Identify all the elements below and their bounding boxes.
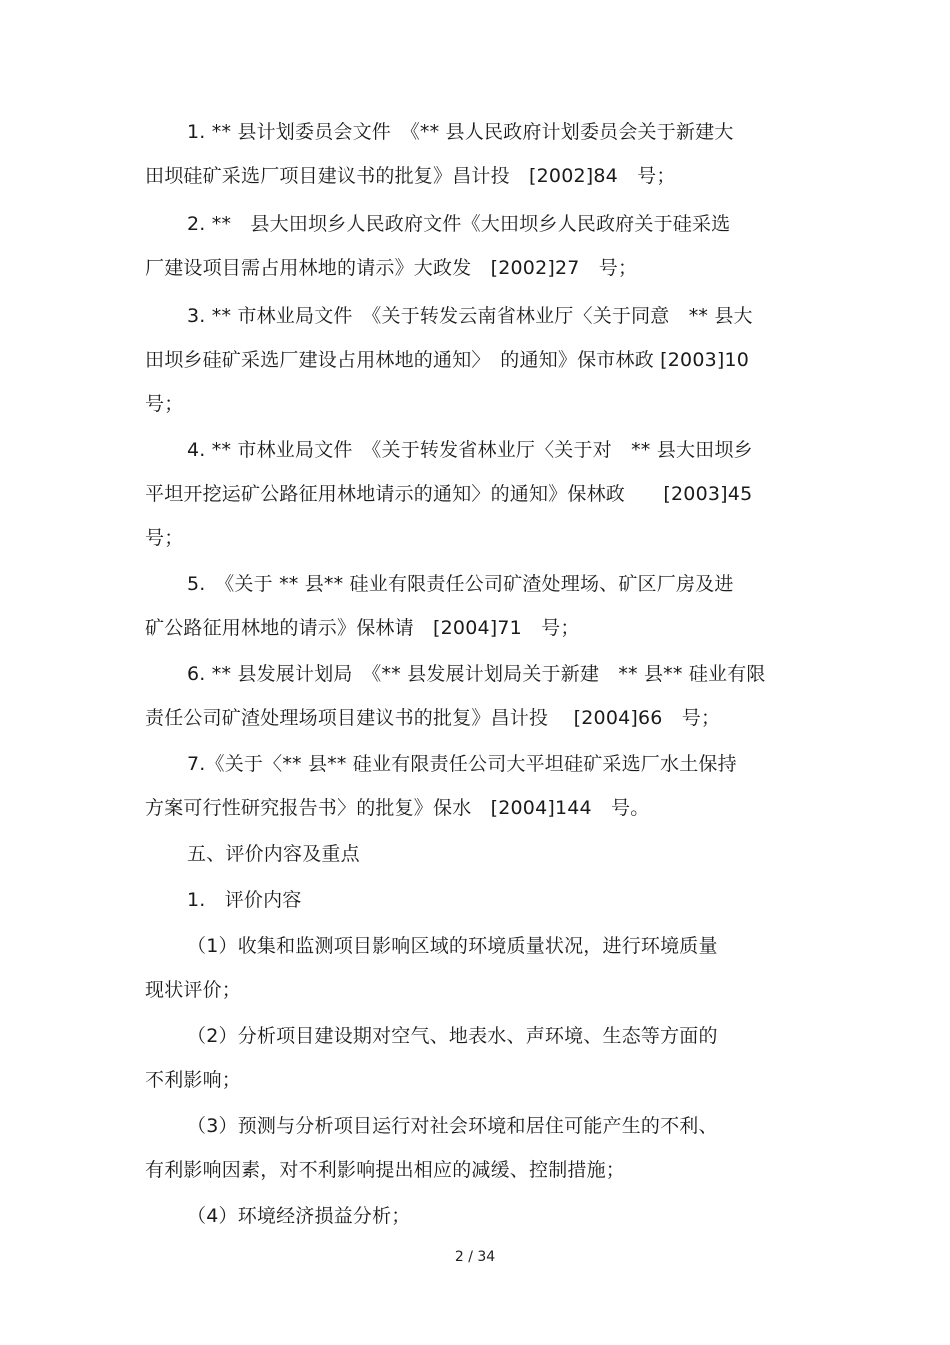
ref-item-5-line-2: 矿公路征用林地的请示》保林请 [2004]71 号； (145, 617, 580, 639)
ref-item-7-line-1: 7.《关于〈** 县** 硅业有限责任公司大平坦硅矿采选厂水土保持 (187, 753, 737, 775)
page-number (0, 1248, 950, 1266)
ref-item-3-line-2: 田坝乡硅矿采选厂建设占用林地的通知〉 的通知》保市林政 [2003]10 (145, 349, 750, 371)
ref-item-4-line-1: 4. ** 市林业局文件 《关于转发省林业厅〈关于对 ** 县大田坝乡 (187, 439, 753, 461)
subsection-heading: 1. 评价内容 (187, 889, 302, 911)
point-3-line-1: （3）预测与分析项目运行对社会环境和居住可能产生的不利、 (187, 1115, 718, 1137)
ref-item-1-line-2: 田坝硅矿采选厂项目建议书的批复》昌计投 [2002]84 号； (145, 165, 676, 187)
point-2-line-1: （2）分析项目建设期对空气、地表水、声环境、生态等方面的 (187, 1025, 718, 1047)
ref-item-4-line-3: 号； (145, 527, 184, 549)
ref-item-7-line-2: 方案可行性研究报告书〉的批复》保水 [2004]144 号。 (145, 797, 650, 819)
point-1-line-2: 现状评价； (145, 979, 242, 1001)
ref-item-6-line-2: 责任公司矿渣处理场项目建议书的批复》昌计投 [2004]66 号； (145, 707, 721, 729)
page-current: 2 (454, 1249, 464, 1265)
point-2-line-2: 不利影响； (145, 1069, 242, 1091)
ref-item-5-line-1: 5. 《关于 ** 县** 硅业有限责任公司矿渣处理场、矿区厂房及进 (187, 573, 734, 595)
ref-item-3-line-3: 号； (145, 393, 184, 415)
ref-item-2-line-1: 2. ** 县大田坝乡人民政府文件《大田坝乡人民政府关于硅采选 (187, 213, 731, 235)
ref-item-1-line-1: 1. ** 县计划委员会文件 《** 县人民政府计划委员会关于新建大 (187, 121, 734, 143)
page-separator: / (468, 1249, 473, 1265)
section-heading: 五、评价内容及重点 (187, 843, 360, 865)
point-3-line-2: 有利影响因素，对不利影响提出相应的减缓、控制措施； (145, 1159, 626, 1181)
ref-item-4-line-2: 平坦开挖运矿公路征用林地请示的通知〉的通知》保林政 [2003]45 (145, 483, 753, 505)
ref-item-2-line-2: 厂建设项目需占用林地的请示》大政发 [2002]27 号； (145, 257, 638, 279)
point-4-line-1: （4）环境经济损益分析； (187, 1205, 411, 1227)
page-total: 34 (477, 1249, 496, 1265)
ref-item-6-line-1: 6. ** 县发展计划局 《** 县发展计划局关于新建 ** 县** 硅业有限 (187, 663, 766, 685)
ref-item-3-line-1: 3. ** 市林业局文件 《关于转发云南省林业厅〈关于同意 ** 县大 (187, 305, 753, 327)
point-1-line-1: （1）收集和监测项目影响区域的环境质量状况，进行环境质量 (187, 935, 718, 957)
